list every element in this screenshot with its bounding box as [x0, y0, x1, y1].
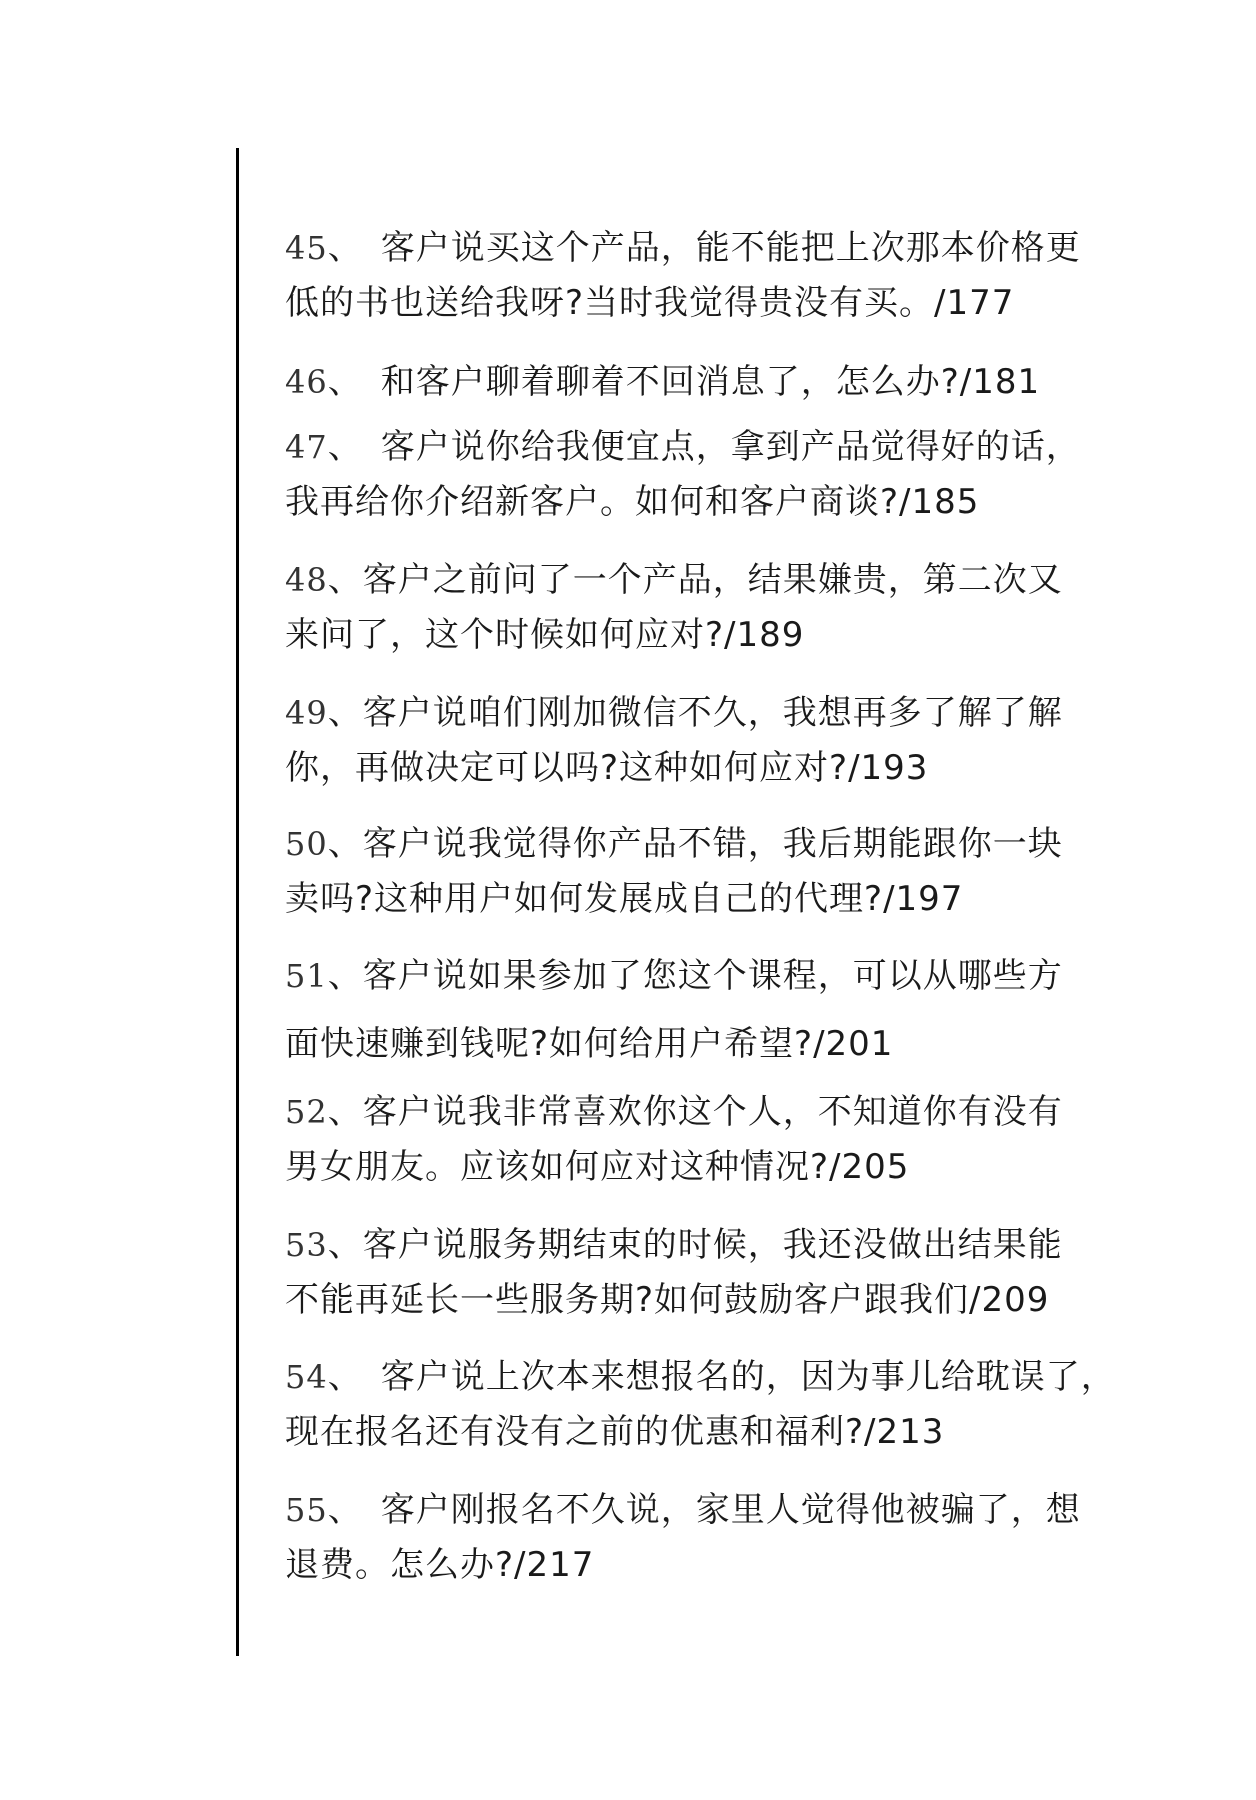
- entry-number: 49: [285, 694, 328, 732]
- list-item: [285, 1092, 1100, 1187]
- entry-number: 46: [285, 363, 328, 401]
- entry-line: 来问了，这个时候如何应对?/189: [285, 615, 805, 655]
- entry-line: 你，再做决定可以吗?这种如何应对?/193: [285, 748, 929, 788]
- entry-line: 低的书也送给我呀?当时我觉得贵没有买。/177: [285, 283, 1015, 323]
- entry-line: 47、 客户说你给我便宜点，拿到产品觉得好的话，: [285, 427, 1081, 467]
- margin-rule: [236, 148, 239, 1656]
- list-item: [285, 427, 1100, 522]
- entry-number: 55: [285, 1491, 328, 1529]
- entry-line: 男女朋友。应该如何应对这种情况?/205: [285, 1147, 910, 1187]
- list-item: [285, 956, 1100, 1064]
- list-item: [285, 824, 1100, 919]
- entry-line: 52、客户说我非常喜欢你这个人，不知道你有没有: [285, 1092, 1063, 1132]
- entry-number: 52: [285, 1093, 328, 1131]
- list-item: [285, 560, 1100, 655]
- list-item: [285, 1225, 1100, 1320]
- list-item: [285, 693, 1100, 788]
- entry-number: 47: [285, 428, 328, 466]
- entry-line: 卖吗?这种用户如何发展成自己的代理?/197: [285, 879, 964, 919]
- entry-number: 50: [285, 825, 328, 863]
- entry-line: 48、客户之前问了一个产品，结果嫌贵，第二次又: [285, 560, 1063, 600]
- entry-number: 53: [285, 1226, 328, 1264]
- entry-line: 退费。怎么办?/217: [285, 1545, 595, 1585]
- entry-line: 55、 客户刚报名不久说，家里人觉得他被骗了，想: [285, 1490, 1081, 1530]
- entry-number: 45: [285, 229, 328, 267]
- list-item: [285, 1357, 1116, 1452]
- entry-line: 不能再延长一些服务期?如何鼓励客户跟我们/209: [285, 1280, 1050, 1320]
- entry-line: 面快速赚到钱呢?如何给用户希望?/201: [285, 1024, 894, 1064]
- entry-line: 我再给你介绍新客户。如何和客户商谈?/185: [285, 482, 980, 522]
- list-item: [285, 228, 1100, 323]
- entry-number: 51: [285, 957, 328, 995]
- entry-line: 45、 客户说买这个产品，能不能把上次那本价格更: [285, 228, 1081, 268]
- entry-line: 50、客户说我觉得你产品不错，我后期能跟你一块: [285, 824, 1063, 864]
- entry-line: 49、客户说咱们刚加微信不久，我想再多了解了解: [285, 693, 1063, 733]
- entry-line: 现在报名还有没有之前的优惠和福利?/213: [285, 1412, 945, 1452]
- entry-line: 51、客户说如果参加了您这个课程，可以从哪些方: [285, 956, 1063, 996]
- list-item: [285, 362, 1100, 402]
- entry-number: 54: [285, 1358, 328, 1396]
- entry-line: 54、 客户说上次本来想报名的，因为事儿给耽误了，: [285, 1357, 1116, 1397]
- entry-line: 53、客户说服务期结束的时候，我还没做出结果能: [285, 1225, 1063, 1265]
- entry-number: 48: [285, 561, 328, 599]
- list-item: [285, 1490, 1100, 1585]
- entry-line: 46、 和客户聊着聊着不回消息了，怎么办?/181: [285, 362, 1041, 402]
